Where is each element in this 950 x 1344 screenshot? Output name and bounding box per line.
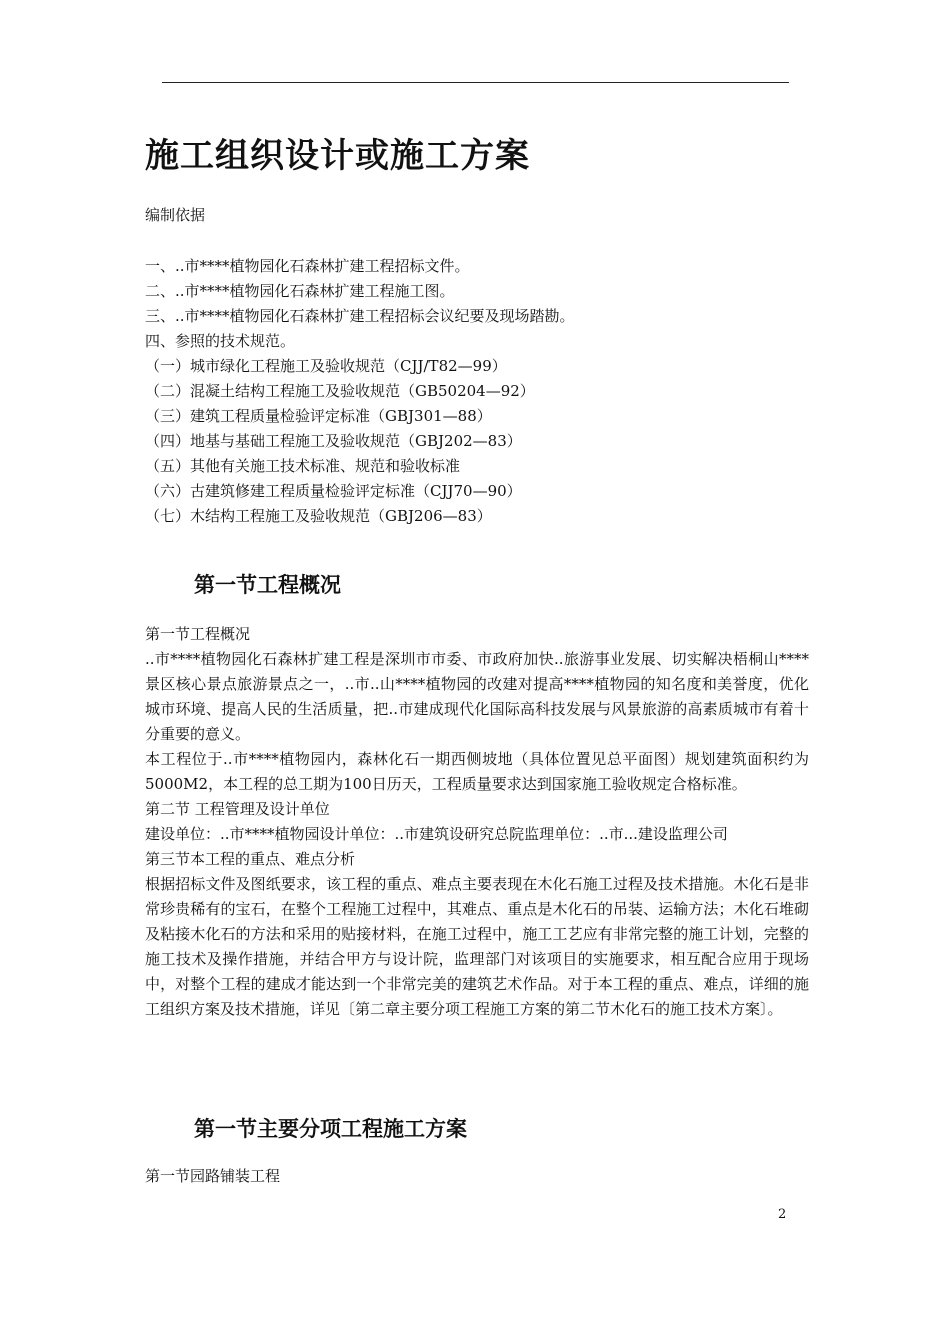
header-rule [162, 82, 789, 83]
basis-heading: 编制依据 [145, 206, 206, 224]
section-heading-project-overview: 第一节工程概况 [194, 572, 341, 597]
section-body [145, 622, 809, 1022]
subsection-title: 第一节园路铺装工程 [145, 1167, 281, 1185]
basis-item: 三、..市****植物园化石森林扩建工程招标会议纪要及现场踏勘。 [145, 307, 575, 325]
basis-item: （七）木结构工程施工及验收规范（GBJ206—83） [145, 507, 492, 525]
basis-item: （一）城市绿化工程施工及验收规范（CJJ/T82—99） [145, 357, 507, 375]
body-paragraph: 第三节本工程的重点、难点分析 [145, 850, 356, 868]
basis-item: 二、..市****植物园化石森林扩建工程施工图。 [145, 282, 455, 300]
page-number: 2 [778, 1207, 787, 1222]
document-title: 施工组织设计或施工方案 [145, 136, 530, 176]
body-paragraph: 第二节 工程管理及设计单位 [145, 800, 330, 818]
basis-item: （三）建筑工程质量检验评定标准（GBJ301—88） [145, 407, 492, 425]
body-paragraph: 本工程位于..市****植物园内，森林化石一期西侧坡地（具体位置见总平面图）规划建筑面积约为5000M2，本工程的总工期为100日历天，工程质量要求达到国家施工验收规定合格标准。 [145, 750, 809, 793]
basis-item: （五）其他有关施工技术标准、规范和验收标准 [145, 457, 461, 475]
body-paragraph: 建设单位：..市****植物园设计单位：..市建筑设研究总院监理单位：..市...建设监理公司 [145, 825, 728, 843]
body-paragraph: 第一节工程概况 [145, 625, 251, 643]
basis-list [145, 254, 575, 529]
body-paragraph: 根据招标文件及图纸要求，该工程的重点、难点主要表现在木化石施工过程及技术措施。木化石是非常珍贵稀有的宝石，在整个工程施工过程中，其难点、重点是木化石的吊装、运输方法；木化石堆砌及粘接木化石的方法和采用的贴接材料，在施工过程中，施工工艺应有非常完整的施工计划，完整的施工技术及操作措施，并结合甲方与设计院，监理部门对该项目的实施要求，相互配合应用于现场中，对整个工程的建成才能达到一个非常完美的建筑艺术作品。对于本工程的重点、难点，详细的施工组织方案及技术措施，详见〔第二章主要分项工程施工方案的第二节木化石的施工技术方案〕。 [145, 875, 809, 1018]
basis-item: （四）地基与基础工程施工及验收规范（GBJ202—83） [145, 432, 522, 450]
basis-item: （六）古建筑修建工程质量检验评定标准（CJJ70—90） [145, 482, 522, 500]
basis-item: 一、..市****植物园化石森林扩建工程招标文件。 [145, 257, 470, 275]
basis-item: （二）混凝土结构工程施工及验收规范（GB50204—92） [145, 382, 535, 400]
body-paragraph: ..市****植物园化石森林扩建工程是深圳市市委、市政府加快..旅游事业发展、切实解决梧桐山****景区核心景点旅游景点之一，..市..山****植物园的改建对提高****植物园的知名度和美誉度，优化城市环境、提高人民的生活质量，把..市建成现代化国际高科技发展与风景旅游的高素质城市有着十分重要的意义。 [145, 650, 809, 743]
section-heading-construction-plan: 第一节主要分项工程施工方案 [194, 1116, 467, 1141]
basis-item: 四、参照的技术规范。 [145, 332, 296, 350]
